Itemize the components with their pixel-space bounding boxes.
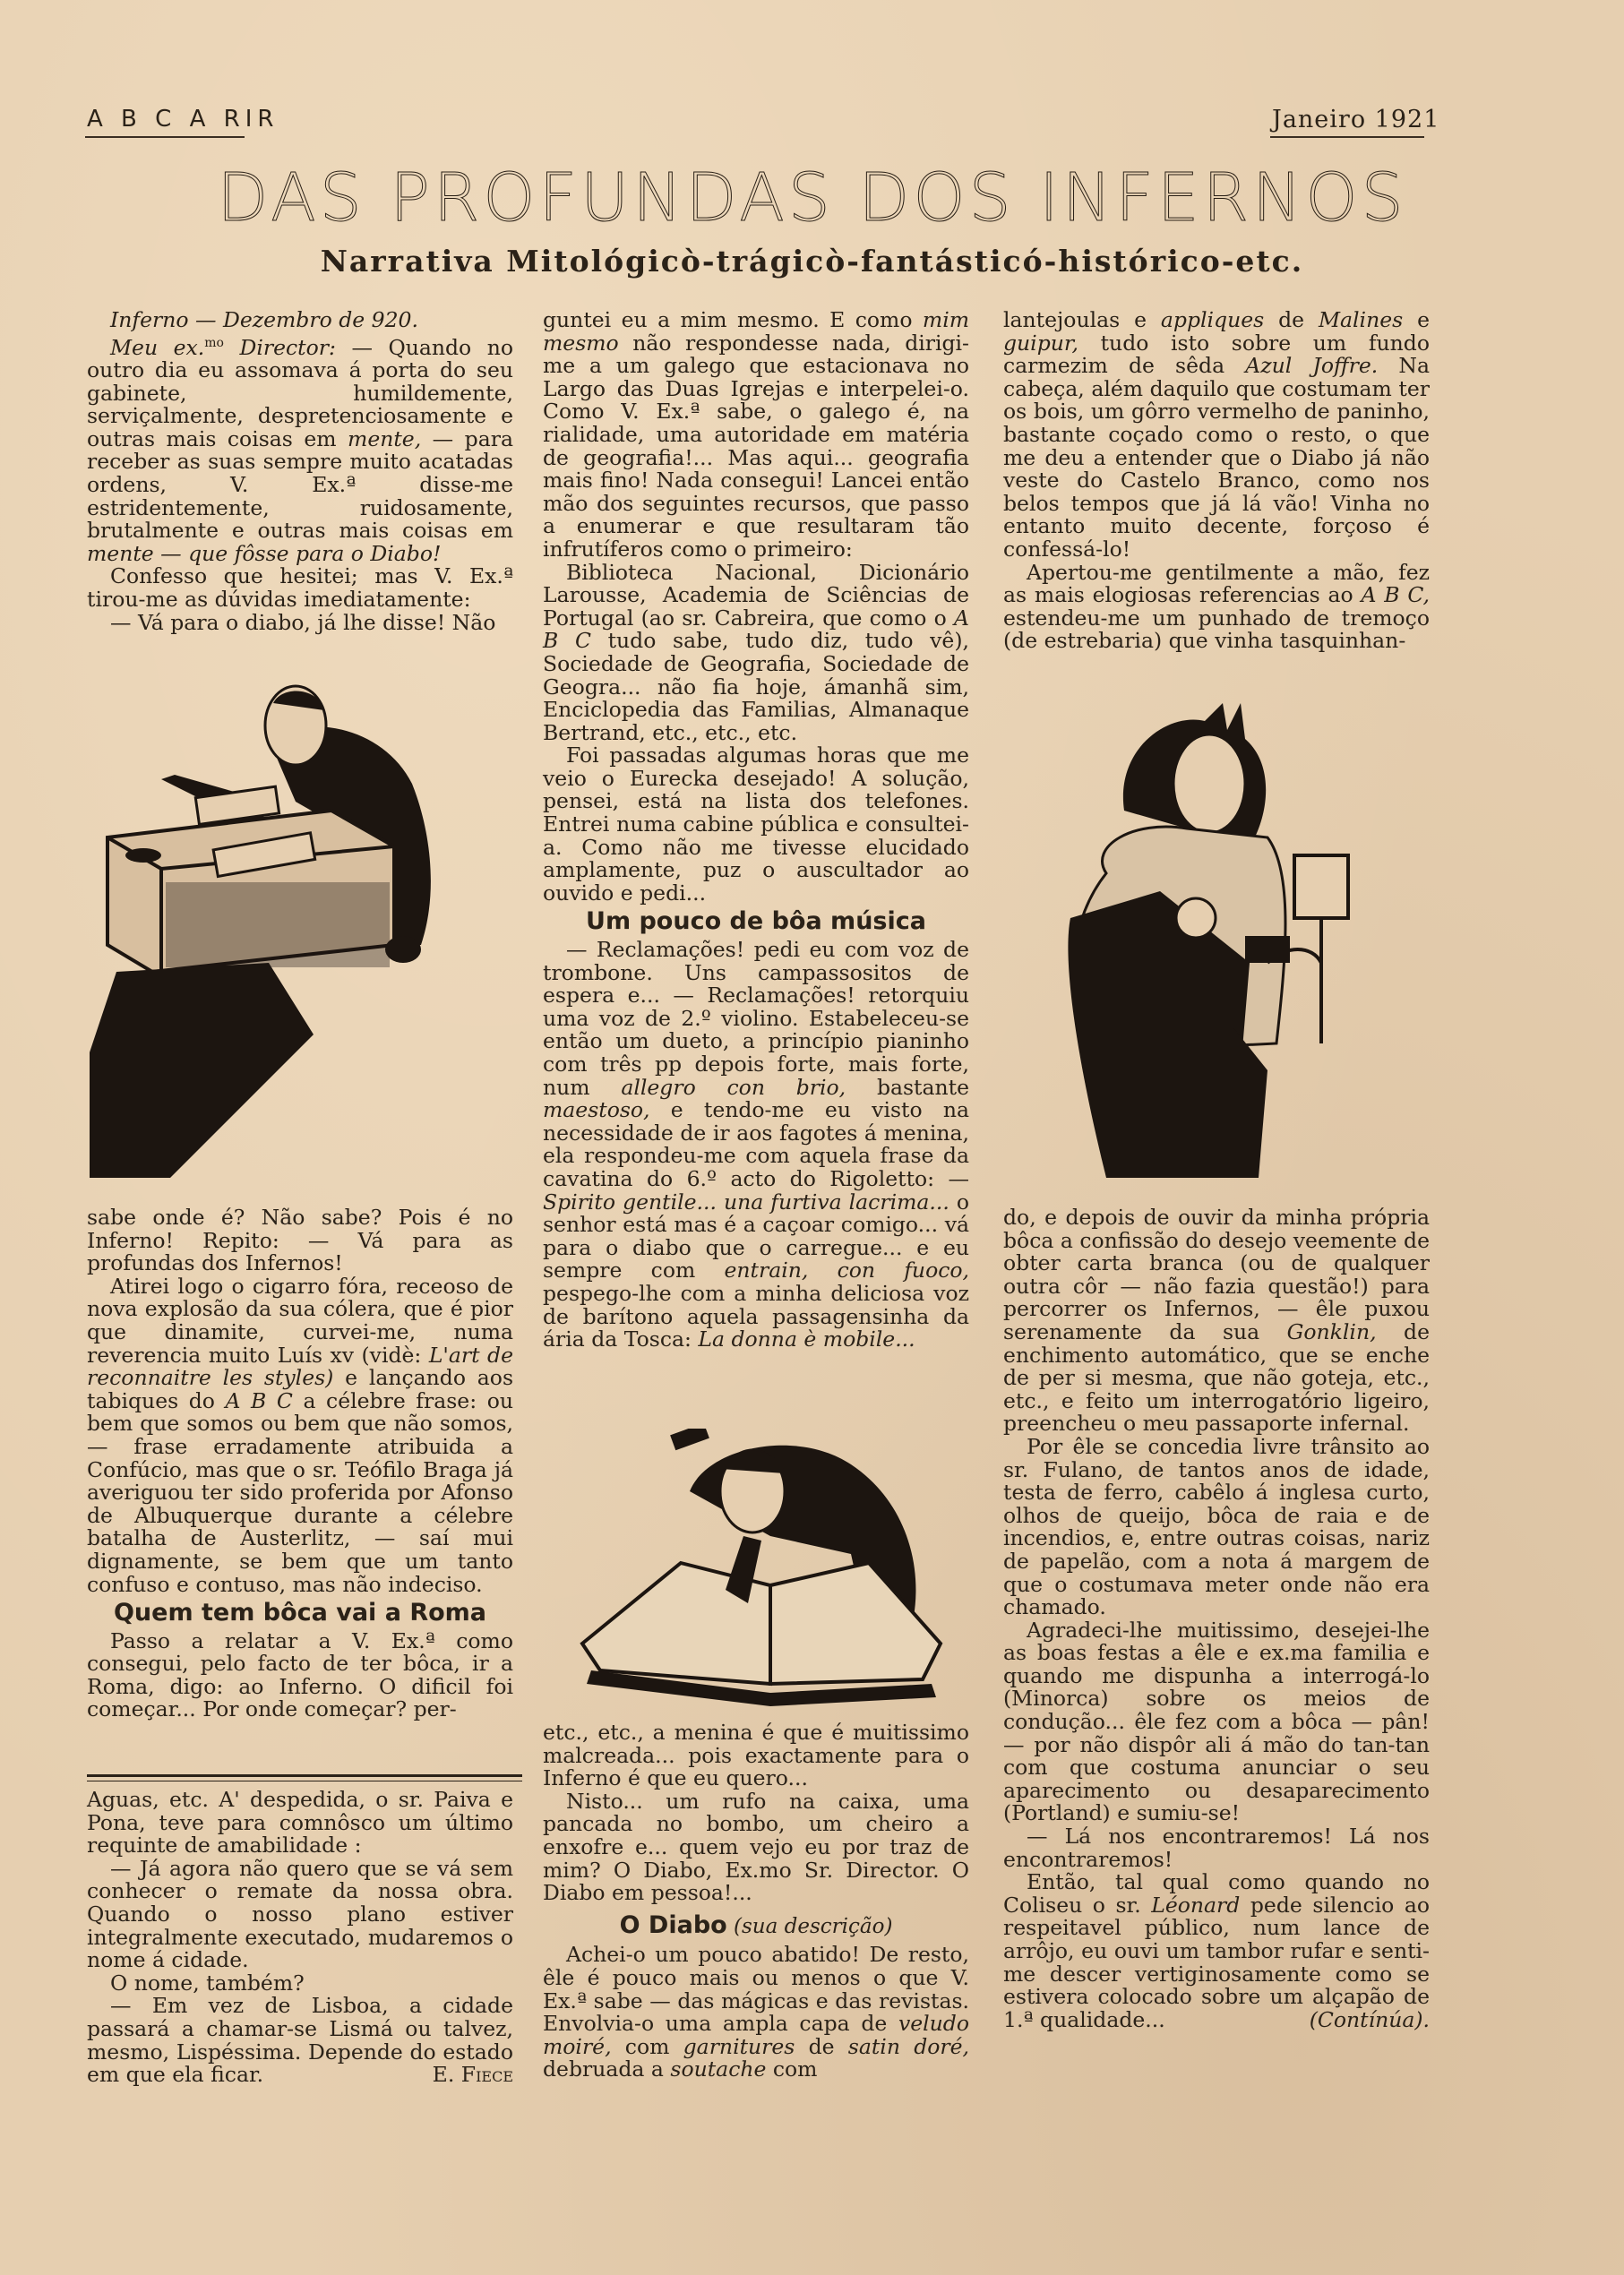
article-subtitle: Narrativa Mitológicò-trágicò-fantásticó-histórico-etc.: [320, 244, 1304, 279]
paragraph: Foi passadas algumas horas que me veio o Eurecka desejado! A solução, pensei, está na lista dos telefones. Entrei numa cabine pública e consultei-a. Como não me tivesse elucidado amplamente, puz o auscultador ao ouvido e pedi...: [543, 743, 969, 906]
paragraph: — Reclamações! pedi eu com voz de trombone. Uns campassositos de espera e... — Reclamações! retorquiu uma voz de 2.º violino. Estabeleceu-se então um dueto, a princípio pianinho com três pp depois forte, mais forte, num allegro con brio, bastante maestoso, e tendo-me eu visto na necessidade de ir aos fagotes á menina, ela respondeu-me com aquela frase da cavatina do 6.º acto do Rigoletto: — Spirito gentile... una furtiva lacrima... o senhor está mas é a caçoar comigo... vá para o diabo que o carregue... e eu sempre com entrain, con fuoco, pespego-lhe com a minha deliciosa voz de barítono aquela passagensinha da ária da Tosca: La donna è mobile...: [543, 937, 969, 1352]
reading-man-illustration: [564, 1429, 958, 1715]
article-title: DAS PROFUNDAS DOS INFERNOS: [217, 159, 1407, 236]
dateline: Inferno — Dezembro de 920.: [110, 307, 418, 332]
column-3-bottom: [1003, 1206, 1430, 2031]
column-3-top: [1003, 309, 1430, 653]
section-heading: O Diabo (sua descrição): [619, 1910, 893, 1939]
header-rule-left: [85, 136, 245, 138]
continuation-note: (Contínúa).: [1309, 2006, 1430, 2032]
section-heading: Quem tem bôca vai a Roma: [113, 1599, 487, 1627]
column-2-bottom: [543, 1721, 969, 2082]
column-1-bottom: [87, 1206, 513, 1721]
header-rule-right: [1270, 136, 1424, 138]
paragraph: Apertou-me gentilmente a mão, fez as mais elogiosas referencias ao A B C, estendeu-me um punhado de tremoço (de estrebaria) que vinha tasquinhan-: [1003, 559, 1430, 654]
paragraph: sabe onde é? Não sabe? Pois é no Inferno! Repito: — Vá para as profundas dos Infernos!: [87, 1205, 513, 1276]
paragraph: Passo a relatar a V. Ex.ª como consegui, pelo facto de ter bôca, ir a Roma, digo: ao Inferno. O dificil foi começar... Por onde começar? per-: [87, 1627, 513, 1722]
paragraph: O nome, também?: [110, 1970, 305, 1996]
section-heading: Um pouco de bôa música: [586, 907, 926, 936]
issue-date: Janeiro 1921: [1272, 106, 1440, 133]
paragraph: Biblioteca Nacional, Dicionário Larousse, Academia de Sciências de Portugal (ao sr. Cabreira, que como o A B C tudo sabe, tudo diz, tudo vê), Sociedade de Geografia, Sociedade de Geogra... não fia hoje, ámanhã sim, Enciclopedia das Familias, Almanaque Bertrand, etc., etc., etc.: [543, 559, 969, 745]
column-1-other-article: [87, 1789, 513, 2087]
column-1-top: [87, 309, 513, 634]
paragraph: do, e depois de ouvir da minha própria bôca a confissão do desejo veemente de obter carta branca (ou de qualquer outra côr — não fazia questão!) para percorrer os Infernos, — êle puxou serenamente da sua Gonklin, de enchimento automático, que se enche de per si mesma, que não goteja, etc., etc., e feito um interrogatório ligeiro, preencheu o meu passaporte infernal.: [1003, 1205, 1430, 1437]
paragraph: Agradeci-lhe muitissimo, desejei-lhe as boas festas a êle e ex.ma familia e quando me dispunha a interrogá-lo (Minorca) sobre os meios de condução... êle fez com a bôca — pân! — por não dispôr ali á mão do tan-tan com que costuma anunciar o seu aparecimento ou desaparecimento (Portland) e sumiu-se!: [1003, 1617, 1430, 1826]
paragraph: Atirei logo o cigarro fóra, receoso de nova explosão da sua cólera, que é pior que dinamite, curvei-me, numa reverencia muito Luís xv (vidè: L'art de reconnaitre les styles) e lançando aos tabiques do A B C a célebre frase: ou bem que somos ou bem que não somos, — frase erradamente atribuida a Confúcio, mas que o sr. Teófilo Braga já averiguou ter sido proferida por Afonso de Albuquerque durante a célebre batalha de Austerlitz, — saí mui dignamente, se bem que um tanto confuso e contuso, mas não indeciso.: [87, 1273, 514, 1597]
paragraph: Nisto... um rufo na caixa, uma pancada no bombo, um cheiro a enxofre e... quem vejo eu por traz de mim? O Diabo, Ex.mo Sr. Director. O Diabo em pessoa!...: [543, 1788, 969, 1906]
paragraph: Aguas, etc. A' despedida, o sr. Paiva e Pona, teve para comnôsco um último requinte de amabilidade :: [87, 1787, 513, 1859]
author-signature: E. Fiece: [432, 2062, 513, 2088]
paragraph: — Em vez de Lisboa, a cidade passará a chamar-se Lismá ou talvez, mesmo, Lispéssima. Depende do estado em que ela ficar. E. Fiece: [87, 1993, 513, 2088]
paragraph: Confesso que hesitei; mas V. Ex.ª tirou-me as dúvidas imediatamente:: [87, 563, 513, 612]
paragraph: etc., etc., a menina é que é muitissimo malcreada... pois exactamente para o Inferno é que eu quero...: [543, 1720, 969, 1791]
magazine-name: A B C A RIR: [87, 106, 279, 133]
devil-telephone-illustration: [1053, 694, 1393, 1187]
paragraph: — Já agora não quero que se vá sem conhecer o remate da nossa obra. Quando o nosso plano estiver integralmente executado, mudaremos o nome á cidade.: [87, 1855, 513, 1973]
paragraph: Meu ex.$^{mo}$ Director: — Quando no outro dia eu assomava á porta do seu gabinete, humildemente, serviçalmente, despretenciosamente e outras mais coisas em mente, — para receber as suas sempre muito acatadas ordens, V. Ex.ª disse-me estridentemente, ruidosamente, brutalmente e outras mais coisas em mente — que fôsse para o Diabo!: [87, 334, 514, 566]
paragraph: Então, tal qual como quando no Coliseu o sr. Léonard pede silencio ao respeitavel público, num lance de arrôjo, eu ouvi um tambor rufar e senti-me descer vertiginosamente como se estivera colocado sobre um alçapão de 1.ª qualidade... (Contínúa).: [1003, 1869, 1430, 2032]
desk-man-illustration: [90, 676, 511, 1178]
section-rule: [87, 1774, 522, 1777]
paragraph: — Lá nos encontraremos! Lá nos encontraremos!: [1003, 1824, 1430, 1872]
paragraph: Por êle se concedia livre trânsito ao sr. Fulano, de tantos anos de idade, testa de ferro, cabêlo á inglesa curto, olhos de queijo, bôca de raia e de incendios, e, entre outras coisas, nariz de papelão, com a nota á margem de que o costumava meter onde não era chamado.: [1003, 1433, 1430, 1620]
paragraph: — Vá para o diabo, já lhe disse! Não: [110, 609, 496, 635]
paragraph: guntei eu a mim mesmo. E como mim mesmo não respondesse nada, dirigi-me a um galego que estacionava no Largo das Duas Igrejas e interpelei-o. Como V. Ex.ª sabe, o galego é, na rialidade, uma autoridade em matéria de geografia!... Mas aqui... geografia mais fino! Nada consegui! Lancei então mão dos seguintes recursos, que passo a enumerar e que resultaram tão infrutíferos como o primeiro:: [543, 307, 969, 562]
column-2-top: [543, 309, 969, 1352]
paragraph: Achei-o um pouco abatido! De resto, êle é pouco mais ou menos o que V. Ex.ª sabe — das mágicas e das revistas. Envolvia-o uma ampla capa de veludo moiré, com garnitures de satin doré, debruada a soutache com: [543, 1942, 970, 2082]
paragraph: lantejoulas e appliques de Malines e guipur, tudo isto sobre um fundo carmezim de sêda Azul Joffre. Na cabeça, além daquilo que costumam ter os bois, um gôrro vermelho de paninho, bastante coçado como o resto, o que me deu a entender que o Diabo já não veste do Castelo Branco, como nos belos tempos que já lá vão! Vinha no entanto muito decente, forçoso é confessá-lo!: [1003, 307, 1431, 562]
